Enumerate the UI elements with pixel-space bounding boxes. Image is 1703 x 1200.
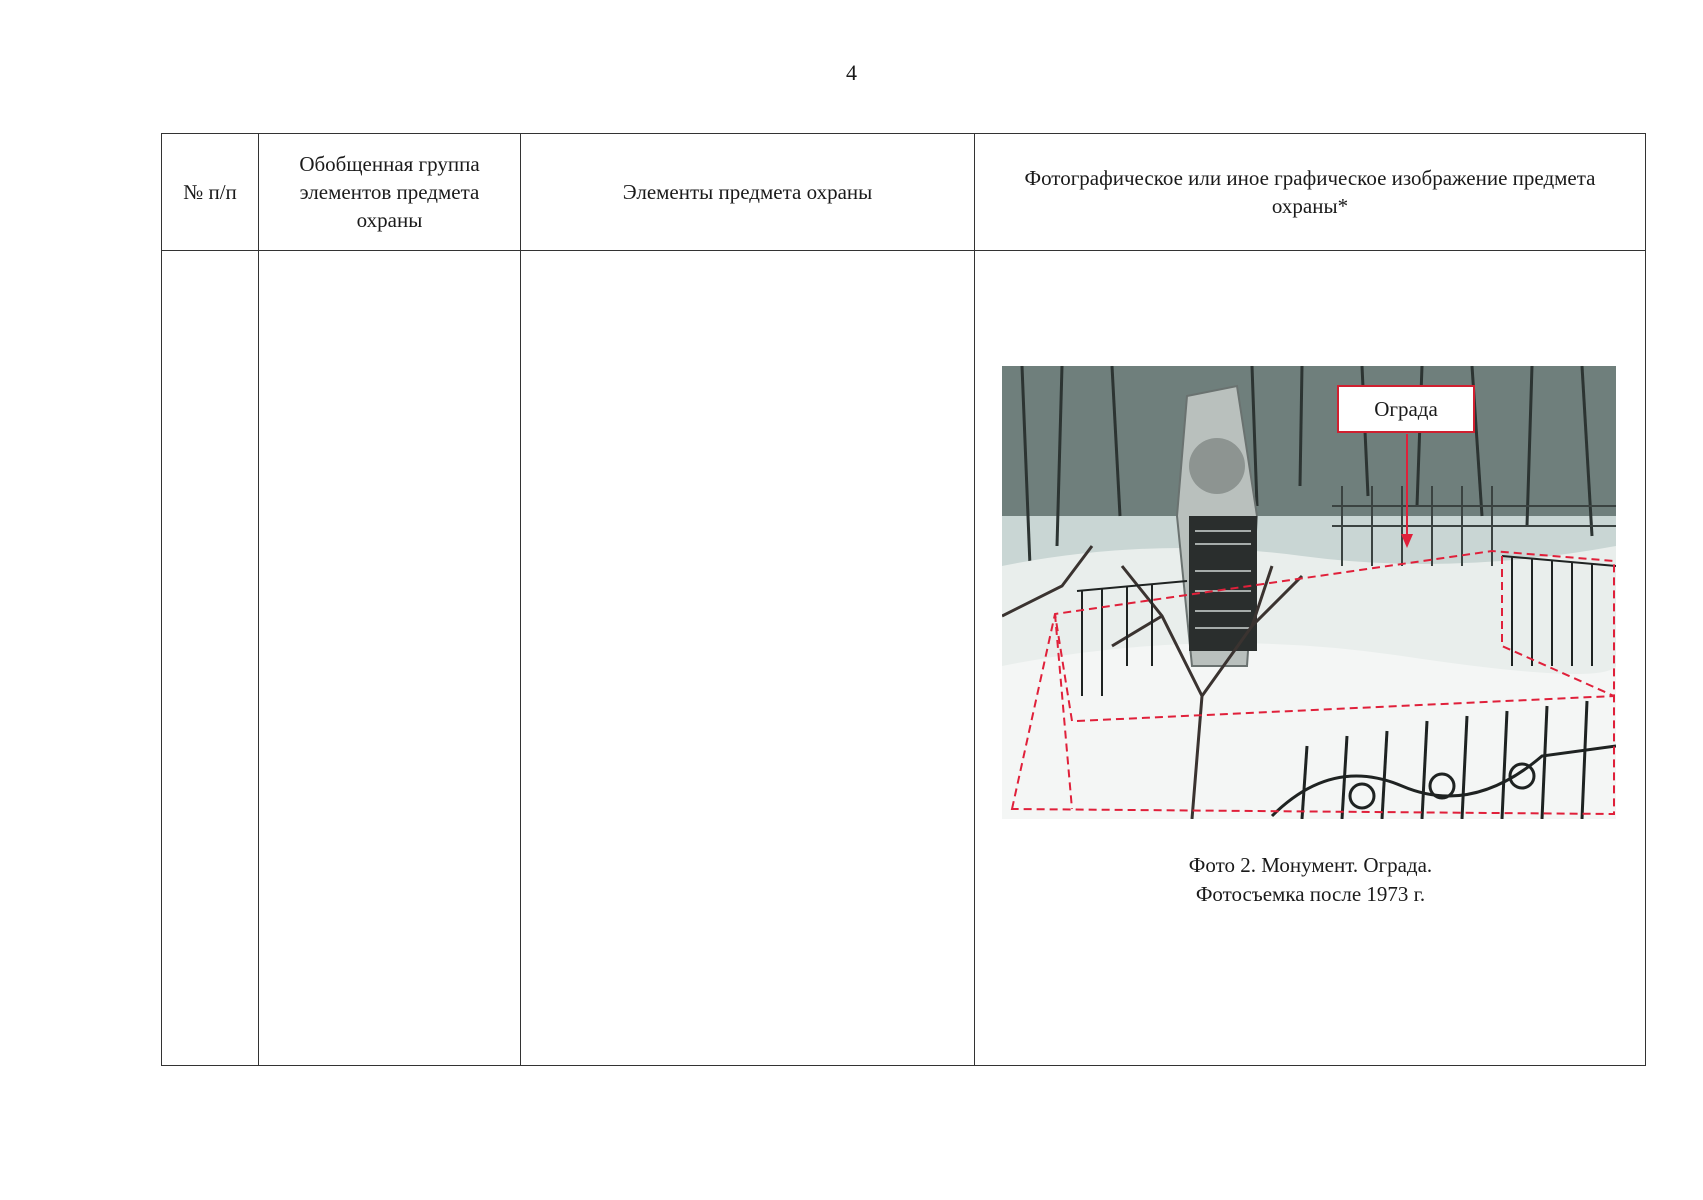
caption-line-2: Фотосъемка после 1973 г. — [1195, 882, 1426, 906]
header-elements: Элементы предмета охраны — [521, 134, 975, 251]
cell-image — [975, 251, 1646, 1066]
photo-illustration — [1002, 366, 1616, 819]
header-group: Обобщенная группа элементов предмета охраны — [259, 134, 521, 251]
cell-number — [162, 251, 259, 1066]
cell-group — [259, 251, 521, 1066]
monument-photo — [1002, 366, 1616, 819]
fence-callout-label: Ограда — [1337, 385, 1475, 433]
header-image: Фотографическое или иное графическое изображение предмета охраны* — [975, 134, 1646, 251]
page-number: 4 — [846, 60, 857, 85]
cell-elements — [521, 251, 975, 1066]
table-row — [162, 251, 1646, 1066]
caption-line-1: Фото 2. Монумент. Ограда. — [1188, 853, 1433, 877]
protection-table — [161, 133, 1646, 1066]
header-number: № п/п — [162, 134, 259, 251]
photo-caption — [975, 851, 1646, 909]
table-header-row — [162, 134, 1646, 251]
